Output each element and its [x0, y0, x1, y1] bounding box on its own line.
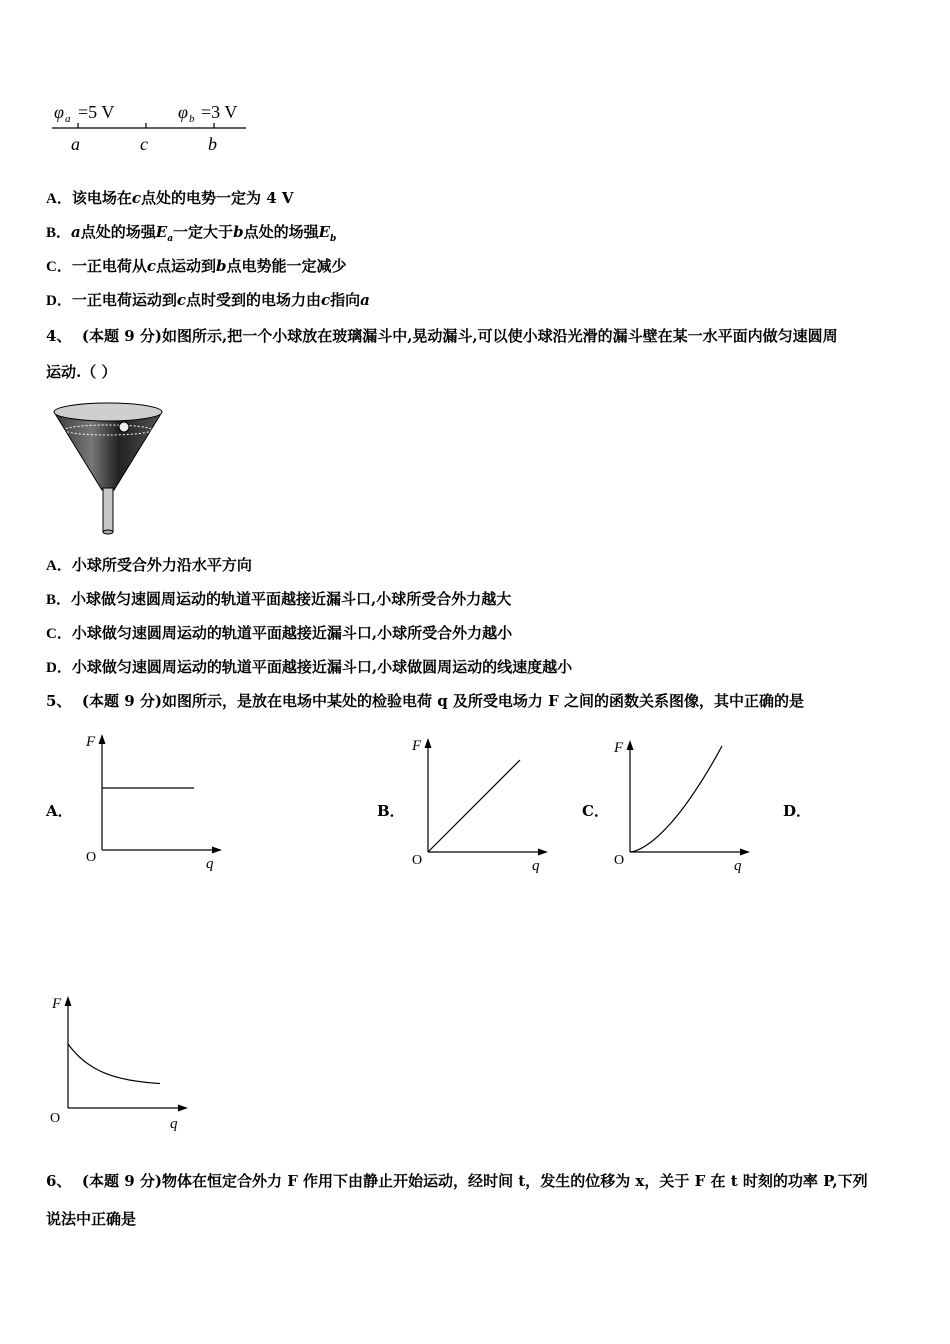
phi-a-sub: a — [65, 113, 71, 125]
q3-option-d[interactable]: D．一正电荷运动到c点时受到的电场力由c指向a — [46, 291, 370, 309]
q5-option-b-label[interactable]: B． — [377, 802, 405, 820]
q6-question: 6、 (本题 9 分)物体在恒定合外力 F 作用下由静止开始运动，经时间 t，发生的位移为 x，关于 F 在 t 时刻的功率 P,下列 — [46, 1172, 868, 1190]
origin-label: O — [412, 853, 423, 868]
origin-label: O — [50, 1111, 61, 1126]
q4-question: 4、 (本题 9 分)如图所示,把一个小球放在玻璃漏斗中,晃动漏斗,可以使小球沿光滑的漏斗壁在某一水平面内做匀速圆周 — [46, 327, 838, 345]
graph-b — [406, 732, 556, 882]
x-axis-arrow — [212, 847, 222, 854]
y-axis-arrow — [627, 740, 634, 750]
q5-option-c-label[interactable]: C． — [582, 802, 609, 820]
y-axis-label: F — [412, 738, 422, 754]
y-axis-arrow — [99, 734, 106, 744]
potential-line-figure — [48, 98, 258, 160]
series-line — [428, 760, 520, 852]
x-axis-label: q — [734, 858, 742, 874]
x-axis-label: q — [532, 858, 540, 874]
graph-d — [46, 990, 196, 1140]
graph-c — [608, 734, 758, 884]
q6-number: 6、 — [46, 1172, 72, 1190]
point-a-label: a — [71, 134, 80, 154]
series-line — [68, 1044, 160, 1084]
funnel-illustration — [50, 400, 168, 536]
x-axis-arrow — [740, 849, 750, 856]
y-axis-label: F — [614, 740, 624, 756]
q4-number: 4、 — [46, 327, 72, 345]
x-axis-arrow — [178, 1105, 188, 1112]
origin-label: O — [86, 850, 97, 865]
point-b-label: b — [208, 134, 217, 154]
phi-a-value: =5 V — [78, 102, 115, 122]
q3-option-c[interactable]: C．一正电荷从c点运动到b点电势能一定减少 — [46, 257, 347, 275]
q4-question-line2: 运动.（ ） — [46, 363, 117, 381]
y-axis-label: F — [86, 734, 96, 750]
phi-b-symbol: φ — [178, 102, 188, 122]
q5-option-d-label[interactable]: D． — [783, 802, 812, 820]
point-c-label: c — [140, 134, 148, 154]
phi-a-symbol: φ — [54, 102, 64, 122]
ball-icon — [119, 422, 129, 432]
origin-label: O — [614, 853, 625, 868]
y-axis-label: F — [52, 996, 62, 1012]
q4-option-b[interactable]: B．小球做匀速圆周运动的轨道平面越接近漏斗口,小球所受合外力越大 — [46, 590, 512, 608]
y-axis-arrow — [65, 996, 72, 1006]
q5-question: 5、 (本题 9 分)如图所示，是放在电场中某处的检验电荷 q 及所受电场力 F 之间的函数关系图像，其中正确的是 — [46, 692, 804, 710]
x-axis-label: q — [206, 856, 214, 872]
q3-option-a[interactable]: A．该电场在c点处的电势一定为 4 V — [46, 189, 294, 207]
q4-option-d[interactable]: D．小球做匀速圆周运动的轨道平面越接近漏斗口,小球做圆周运动的线速度越小 — [46, 658, 573, 676]
q4-option-a[interactable]: A．小球所受合外力沿水平方向 — [46, 556, 252, 574]
x-axis-label: q — [170, 1116, 178, 1132]
q4-option-c[interactable]: C．小球做匀速圆周运动的轨道平面越接近漏斗口,小球所受合外力越小 — [46, 624, 513, 642]
x-axis-arrow — [538, 849, 548, 856]
phi-b-sub: b — [189, 113, 195, 125]
q5-number: 5、 — [46, 692, 72, 710]
y-axis-arrow — [425, 738, 432, 748]
q6-question-line2: 说法中正确是 — [46, 1210, 137, 1228]
q3-option-b[interactable]: B．a点处的场强$E_a$一定大于b点处的场强$E_b$ — [46, 223, 337, 244]
series-line — [630, 746, 722, 852]
phi-b-value: =3 V — [201, 102, 238, 122]
q5-option-a-label[interactable]: A． — [46, 802, 73, 820]
graph-a — [80, 728, 230, 878]
